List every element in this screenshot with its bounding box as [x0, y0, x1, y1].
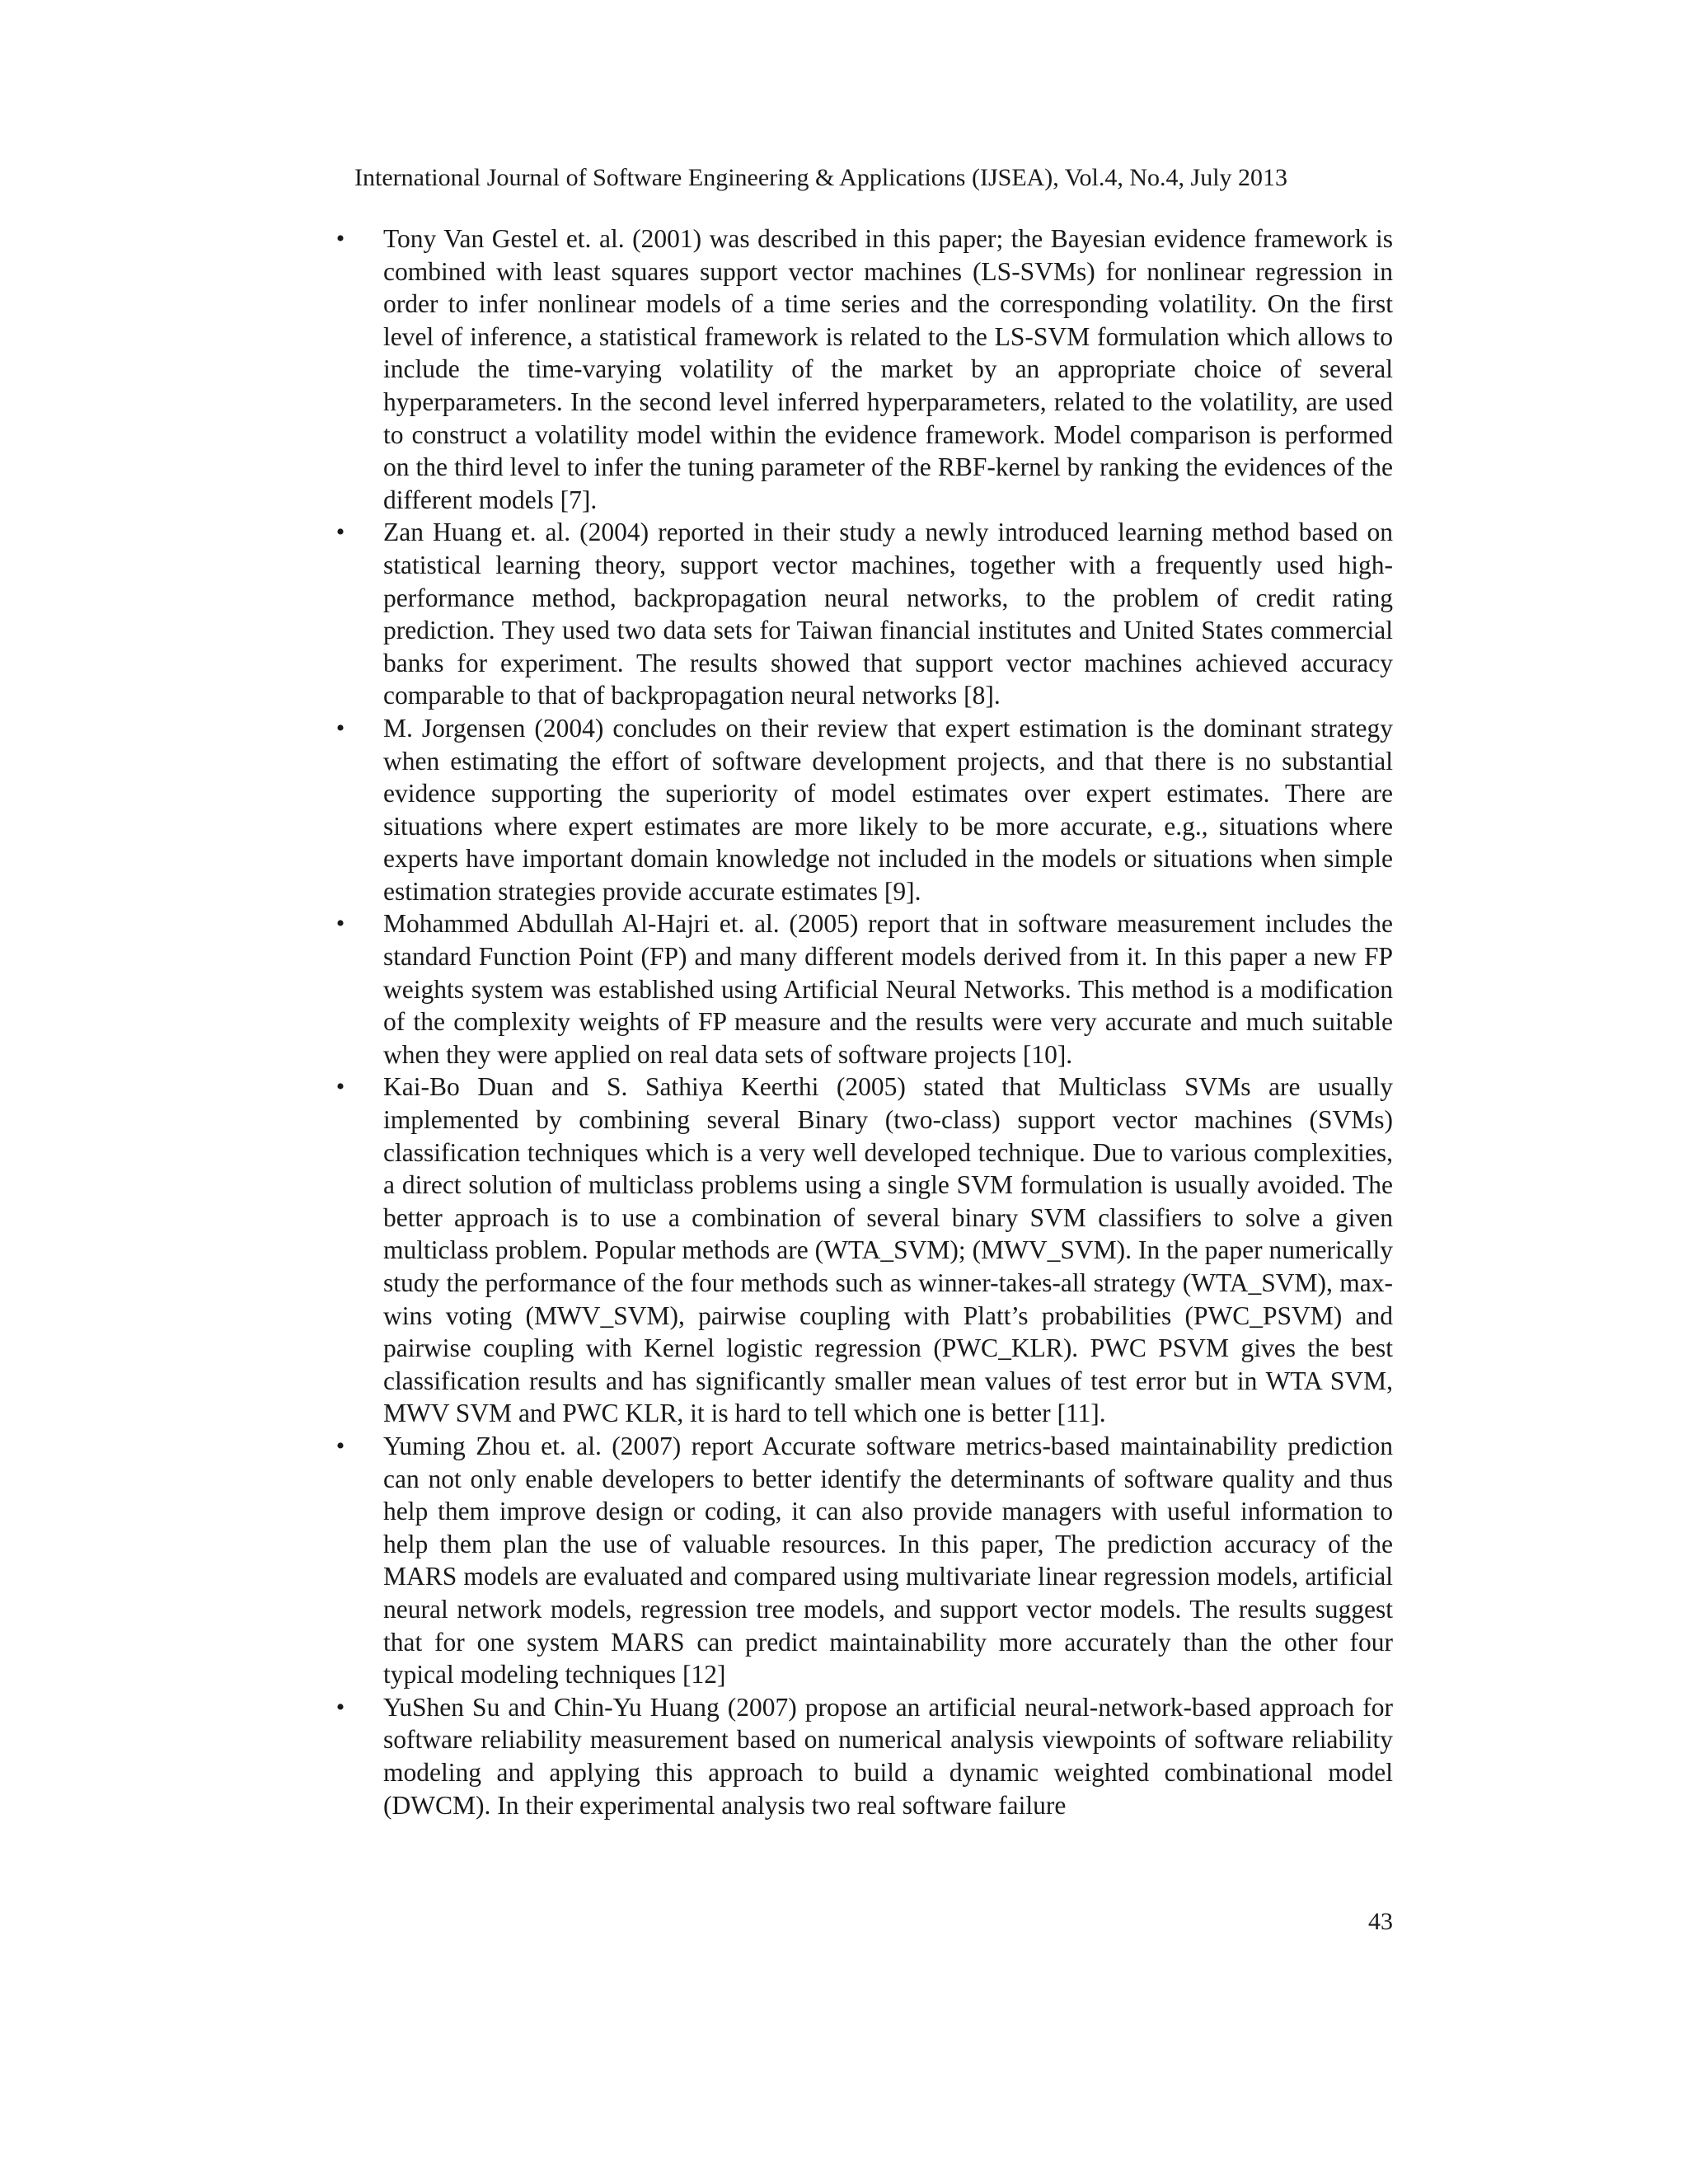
list-item-text: Zan Huang et. al. (2004) reported in their study a newly introduced learning method based on statistical learning theory, support vector machines, together with a frequently used high-performance method, backpropagation neural networks, to the problem of credit rating prediction. They used two data sets for Taiwan financial institutes and United States commercial banks for experiment. The results showed that support vector machines achieved accuracy comparable to that of backpropagation neural networks [8]. [383, 518, 1393, 710]
bullet-marker: • [335, 910, 345, 938]
reference-bullet-list [328, 223, 1393, 1821]
bullet-marker: • [335, 1073, 345, 1101]
list-item [328, 712, 1393, 908]
list-item-text: Kai-Bo Duan and S. Sathiya Keerthi (2005) stated that Multiclass SVMs are usually implemented by combining several Binary (two-class) support vector machines (SVMs) classification techniques which is a very well developed technique. Due to various complexities, a direct solution of multiclass problems using a single SVM formulation is usually avoided. The better approach is to use a combination of several binary SVM classifiers to solve a given multiclass problem. Popular methods are (WTA_SVM); (MWV_SVM). In the paper numerically study the performance of the four methods such as winner-takes-all strategy (WTA_SVM), max-wins voting (MWV_SVM), pairwise coupling with Platt’s probabilities (PWC_PSVM) and pairwise coupling with Kernel logistic regression (PWC_KLR). PWC PSVM gives the best classification results and has significantly smaller mean values of test error but in WTA SVM, MWV SVM and PWC KLR, it is hard to tell which one is better [11]. [383, 1072, 1393, 1428]
list-item [328, 907, 1393, 1071]
list-item [328, 1071, 1393, 1430]
list-item-text: Yuming Zhou et. al. (2007) report Accurate software metrics-based maintainability prediction can not only enable developers to better identify the determinants of software quality and thus help them improve design or coding, it can also provide managers with useful information to help them plan the use of valuable resources. In this paper, The prediction accuracy of the MARS models are evaluated and compared using multivariate linear regression models, artificial neural network models, regression tree models, and support vector models. The results suggest that for one system MARS can predict maintainability more accurately than the other four typical modeling techniques [12] [383, 1431, 1393, 1690]
list-item-text: Mohammed Abdullah Al-Hajri et. al. (2005) report that in software measurement includes the standard Function Point (FP) and many different models derived from it. In this paper a new FP weights system was established using Artificial Neural Networks. This method is a modification of the complexity weights of FP measure and the results were very accurate and much suitable when they were applied on real data sets of software projects [10]. [383, 909, 1393, 1069]
bullet-marker: • [335, 518, 345, 546]
bullet-marker: • [335, 1432, 345, 1460]
page-number: 43 [1368, 1908, 1393, 1935]
list-item-text: Tony Van Gestel et. al. (2001) was described in this paper; the Bayesian evidence framework is combined with least squares support vector machines (LS-SVMs) for nonlinear regression in order to infer nonlinear models of a time series and the corresponding volatility. On the first level of inference, a statistical framework is related to the LS-SVM formulation which allows to include the time-varying volatility of the market by an appropriate choice of several hyperparameters. In the second level inferred hyperparameters, related to the volatility, are used to construct a volatility model within the evidence framework. Model comparison is performed on the third level to infer the tuning parameter of the RBF-kernel by ranking the evidences of the different models [7]. [383, 224, 1393, 514]
running-header: International Journal of Software Engineering & Applications (IJSEA), Vol.4, No.4, July 2013 [354, 164, 1288, 191]
list-item-text: YuShen Su and Chin-Yu Huang (2007) propose an artificial neural-network-based approach for software reliability measurement based on numerical analysis viewpoints of software reliability modeling and applying this approach to build a dynamic weighted combinational model (DWCM). In their experimental analysis two real software failure [383, 1692, 1393, 1820]
list-item [328, 1430, 1393, 1691]
bullet-marker: • [335, 225, 345, 252]
list-item [328, 1691, 1393, 1821]
bullet-marker: • [335, 1693, 345, 1721]
list-item [328, 223, 1393, 516]
list-item-text: M. Jorgensen (2004) concludes on their review that expert estimation is the dominant strategy when estimating the effort of software development projects, and that there is no substantial evidence supporting the superiority of model estimates over expert estimates. There are situations where expert estimates are more likely to be more accurate, e.g., situations where experts have important domain knowledge not included in the models or situations when simple estimation strategies provide accurate estimates [9]. [383, 713, 1393, 906]
list-item [328, 516, 1393, 712]
bullet-marker: • [335, 714, 345, 742]
